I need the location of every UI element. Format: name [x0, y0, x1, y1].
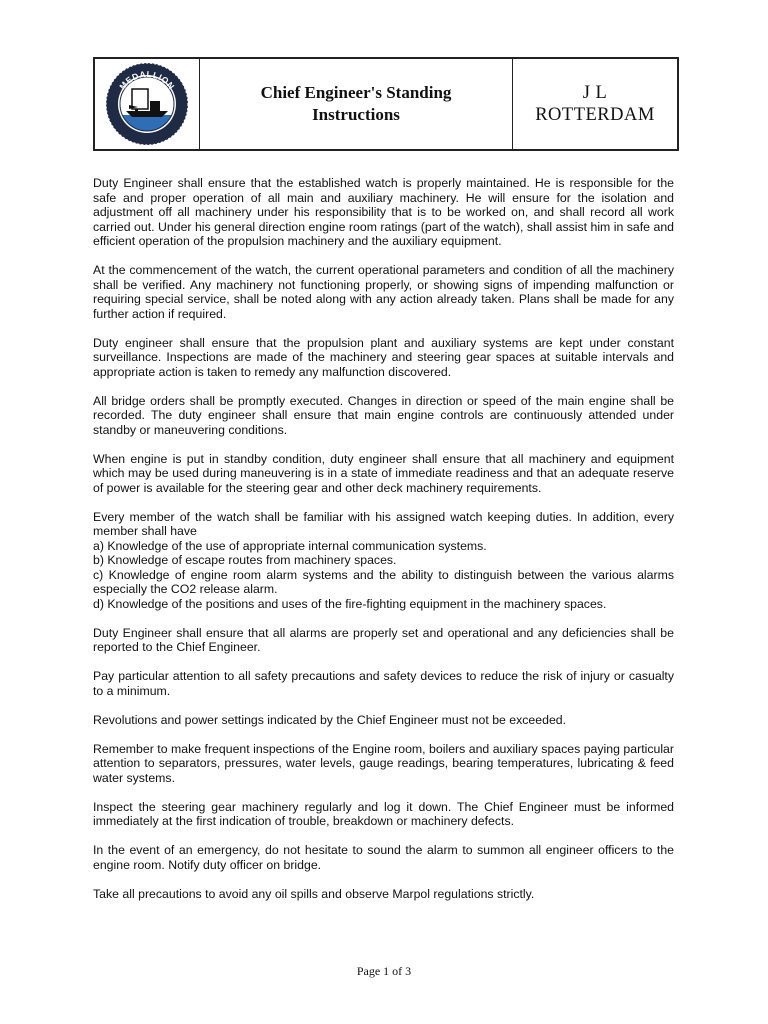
paragraph: Take all precautions to avoid any oil spills and observe Marpol regulations strictly. — [93, 886, 535, 901]
document-title — [200, 59, 513, 149]
paragraph: Duty Engineer shall ensure that the established watch is properly maintained. He is responsible for the safe and proper operation of all main and auxiliary machinery. He will ensure for the isolation and adjustment off all machinery under his responsibility that is to be worked on, and shall record all work carried out. Under his general direction engine room ratings (part of the watch), shall assist him in safe and efficient operation of the propulsion machinery and the auxiliary equipment. — [93, 176, 674, 248]
watch-knowledge-list — [93, 510, 674, 612]
list-intro: Every member of the watch shall be familiar with his assigned watch keeping duties. In addition, every member shall have — [93, 509, 674, 538]
title-line-2: Instructions — [312, 105, 400, 124]
paragraph: When engine is put in standby condition, duty engineer shall ensure that all machinery and equipment which may be used during maneuvering is in a state of immediate readiness and that an adequate reserve of power is available for the steering gear and other deck machinery requirements. — [93, 451, 674, 495]
paragraph: Duty engineer shall ensure that the propulsion plant and auxiliary systems are kept under constant surveillance. Inspections are made of the machinery and steering gear spaces at suitable intervals and appropriate action is taken to remedy any malfunction discovered. — [93, 335, 674, 379]
company-block — [513, 59, 677, 149]
list-item: c) Knowledge of engine room alarm systems and the ability to distinguish between the various alarms especially the CO2 release alarm. — [93, 567, 674, 596]
paragraph: Revolutions and power settings indicated by the Chief Engineer must not be exceeded. — [93, 712, 567, 727]
paragraph: Remember to make frequent inspections of the Engine room, boilers and auxiliary spaces paying particular attention to separators, pressures, water levels, gauge readings, bearing temperatures, lubricating & feed water systems. — [93, 741, 674, 785]
list-item: a) Knowledge of the use of appropriate internal communication systems. — [93, 538, 487, 553]
company-line-1: J L — [582, 83, 608, 103]
paragraph: In the event of an emergency, do not hesitate to sound the alarm to summon all engineer officers to the engine room. Notify duty officer on bridge. — [93, 843, 674, 872]
medallion-logo — [104, 61, 190, 147]
company-line-2: ROTTERDAM — [535, 105, 655, 125]
instructions-body — [93, 176, 674, 916]
document-header — [93, 57, 679, 151]
title-line-1: Chief Engineer's Standing — [260, 83, 452, 102]
paragraph: Inspect the steering gear machinery regularly and log it down. The Chief Engineer must be informed immediately at the first indication of trouble, breakdown or machinery defects. — [93, 799, 674, 828]
logo-text: MEDALLION — [117, 68, 177, 92]
paragraph: Duty Engineer shall ensure that all alarms are properly set and operational and any deficiencies shall be reported to the Chief Engineer. — [93, 625, 674, 654]
paragraph: Pay particular attention to all safety precautions and safety devices to reduce the risk of injury or casualty to a minimum. — [93, 669, 674, 698]
page-number: Page 1 of 3 — [356, 964, 412, 978]
paragraph: At the commencement of the watch, the current operational parameters and condition of all the machinery shall be verified. Any machinery not functioning properly, or showing signs of impending malfunction or requiring special service, shall be noted along with any action already taken. Plans shall be made for any further action if required. — [93, 263, 674, 321]
paragraph: All bridge orders shall be promptly executed. Changes in direction or speed of the main engine shall be recorded. The duty engineer shall ensure that main engine controls are continuously attended under standby or maneuvering conditions. — [93, 393, 674, 437]
logo-cell — [95, 59, 200, 149]
list-item: d) Knowledge of the positions and uses of the fire-fighting equipment in the machinery spaces. — [93, 596, 607, 611]
list-item: b) Knowledge of escape routes from machinery spaces. — [93, 553, 397, 567]
